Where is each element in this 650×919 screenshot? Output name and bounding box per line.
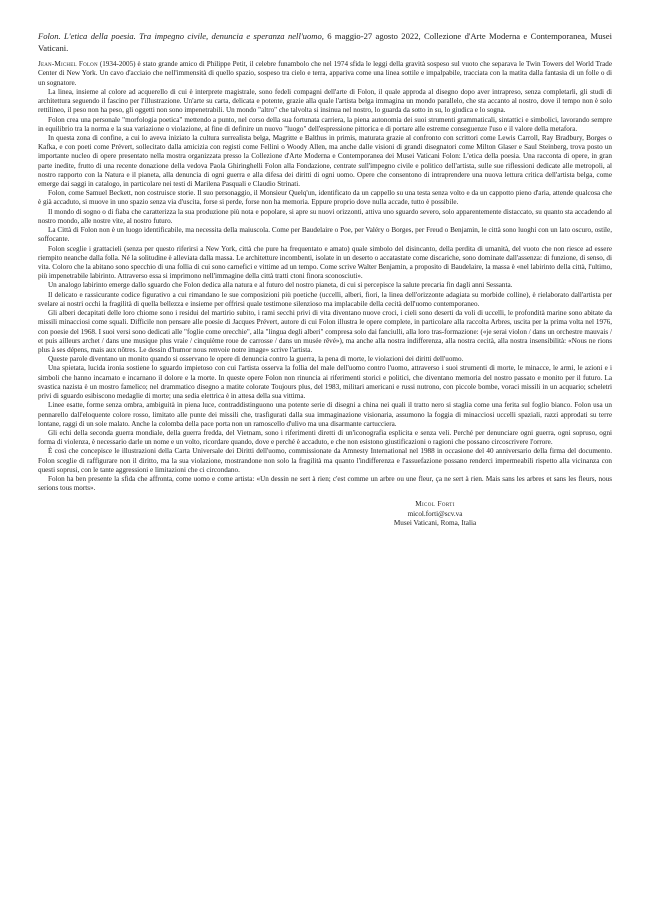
paragraph: Il mondo di sogno o di fiaba che caratterizza la sua produzione più nota e popolare, si apre su nuovi orizzonti, attiva uno sguardo severo, solo apparentemente distaccato, su quanto sta accadendo al nostro mondo, alle nostre vite, al nostro futuro. bbox=[38, 207, 612, 225]
paragraph: Folon ha ben presente la sfida che affronta, come uomo e come artista: «Un dessin ne sert à rien; c'est comme un arbre ou une fleur, ça ne sert à rien. Mais sans les arbres et sans les fleurs, nous serions tous morts». bbox=[38, 475, 612, 493]
paragraph: Folon sceglie i grattacieli (senza per questo riferirsi a New York, città che pure ha frequentato e amato) quale simbolo del disincanto, della perdita di umanità, del vuoto che non riesce ad essere riempito neanche dalla folla. Né la solitudine è alleviata dalla massa. Le architetture incombenti, isolate in un deserto o accatastate come discariche, sono dominate dall'assenza: di funzione, di senso, di vita. Coloro che la abitano sono specchio di una follia di cui sono carnefici e vittime ad un tempo. Come scrive Walter Benjamin, a proposito di Baudelaire, la massa è «nel labirinto della città, l'ultimo, più impenetrabile labirinto. Attraverso essa si imprimono nell'immagine della città tratti ctoni finora sconosciuti». bbox=[38, 244, 612, 281]
paragraph: È così che concepisce le illustrazioni della Carta Universale dei Diritti dell'uomo, commissionate da Amnesty International nel 1988 in occasione del 40 anniversario della firma del documento. Folon sceglie di raffigurare non il diritto, ma la sua violazione, mostrandone non solo la fragilità ma quanto l'indifferenza e l'assuefazione possano renderci impermeabili rispetto alla vicinanza con questi soprusi, con le tante aggressioni e limitazioni che ci circondano. bbox=[38, 447, 612, 474]
signature-block bbox=[258, 500, 612, 528]
paragraph: In questa zona di confine, a cui lo aveva iniziato la cultura surrealista belga, Magritte e Balthus in primis, maturata grazie al confronto con scrittori come Lewis Carroll, Ray Bradbury, Borges o Kafka, e con poeti come Prévert, sollecitato dalla amicizia con registi come Fellini o Woody Allen, ma anche dalle visioni di grandi disegnatori come Milton Glaser e Saul Steinberg, trova posto un importante nucleo di opere presentato nella mostra organizzata presso la Collezione d'Arte Moderna e Contemporanea dei Musei Vaticani Folon: L'etica della poesia. Una racconta di opere, in gran parte inedite, frutto di una recente donazione della vedova Paola Ghiringhelli Folon alla Fondazione, centrate sull'impegno civile e politico dell'artista, sulle sue riflessioni dedicate alle metropoli, al nostro rapporto con la Natura e il pianeta, alla denuncia di ogni guerra e alla difesa dei diritti di ogni uomo. Opere che consentono di intraprendere una nuova lettura critica dell'artista belga, come emerge dai saggi in catalogo, in particolare nei testi di Marilena Pasquali e Claudio Strinati. bbox=[38, 133, 612, 189]
paragraph: Un analogo labirinto emerge dallo sguardo che Folon dedica alla natura e al futuro del nostro pianeta, di cui si percepisce la salute precaria fin dagli anni Sessanta. bbox=[48, 281, 513, 290]
article-body bbox=[38, 60, 612, 493]
heading-title-rest: 6 maggio-27 agosto 2022, Collezione d'Arte Moderna e Contemporanea, Musei Vaticani. bbox=[38, 31, 612, 53]
paragraph: La linea, insieme al colore ad acquerello di cui è interprete magistrale, sono fedeli compagni dell'arte di Folon, il quale approda al disegno dopo aver intrapreso, senza completarli, gli studi di architettura seguendo il fascino per l'illustrazione. Un'arte su carta, delicata e potente, grazie alla quale l'artista belga immagina un mondo parallelo, che sta accanto al nostro, dove il tempo non è solo rettilineo, il peso non ha peso, gli oggetti non sono impenetrabili. Un mondo "altro" che talvolta si insinua nel nostro, lo guarda da sotto in su, lo giudica e lo sogna. bbox=[38, 87, 612, 115]
paragraph bbox=[38, 60, 612, 88]
paragraph: Gli alberi decapitati delle loro chiome sono i residui del martirio subito, i rami secchi privi di vita diventano nuove croci, i cieli sono deserti da voli di uccelli, le profondità marine sono abitate da missili minacciosi come squali. Difficile non pensare alle poesie di Jacques Prévert, autore di cui Folon illustra le opere complete, in particolare alla raccolta Arbres, uscita per la prima volta nel 1976, con poesie del 1968. I suoi versi sono dedicati alle "foglie come orecchie", alla "lingua degli alberi" compresa solo dai fanciulli, alla loro tras-formazione: («je serai violon / dans un orchestre mauvais / et puis ailleurs archet / dans une musique plus vraie / cinquième roue de carrosse / dans un musée rêvé»), ma anche alla nostra indifferenza, alla nostra cecità, alla nostra insensibilità: «Nous ne rions plus à ses dépens, mais aux nôtres. Le dessin d'humor nous renvoie notre image» scrive l'artista. bbox=[38, 309, 612, 354]
paragraph: Folon, come Samuel Beckett, non costruisce storie. Il suo personaggio, il Monsieur Quelq'un, identificato da un cappello su una testa senza volto e da un cappotto pieno d'aria, attende qualcosa che è già accaduto, si muove in uno spazio senza via d'uscita, forse si perde, forse non ha memoria. Eppure proprio dove nulla accade, tutto è possibile. bbox=[38, 189, 612, 207]
signature-email[interactable]: micol.forti@scv.va bbox=[407, 509, 463, 518]
paragraph: Il delicato e rassicurante codice figurativo a cui rimandano le sue composizioni più poetiche (uccelli, alberi, fiori, la linea dell'orizzonte adagiata su morbide colline), è rielaborato dall'artista per svelare ai nostri occhi la fragilità di quella bellezza e insieme per offrirsi quale testimone silenzioso ma implacabile della cecità dell'uomo contemporaneo. bbox=[38, 290, 612, 308]
paragraph: Folon crea una personale "morfologia poetica" mettendo a punto, nel corso della sua fortunata carriera, la piena autonomia dei suoi strumenti grammaticali, sintattici e simbolici, lavorando sempre in equilibrio tra la norma e la sua variazione o violazione, al fine di definire un nuovo "luogo" dell'espressione pittorica e di portare alle estreme conseguenze l'uso e il valore della metafora. bbox=[38, 115, 612, 133]
paragraph-text: (1934-2005) è stato grande amico di Philippe Petit, il celebre funambolo che nel 1974 sfida le leggi della gravità sospeso sul vuoto che separava le Twin Towers del World Trade Center di New York. Un cavo d'acciaio che nell'immensità di quello spazio, sospeso tra cielo e terra, appariva come una linea sottile e impalpabile, tracciata con la matita dalla fantasia di un folle o di un sognatore. bbox=[38, 60, 613, 87]
paragraph: Gli echi della seconda guerra mondiale, della guerra fredda, del Vietnam, sono i riferimenti diretti di un'iconografia esplicita e senza veli. Perché per denunciare ogni guerra, ogni sopruso, ogni forma di violenza, è necessario darle un nome e un volto, ricordare quando, dove e perché è accaduto, e che non esistono giustificazioni o ragioni che possano circoscrivere l'orrore. bbox=[38, 428, 612, 447]
heading-title-italic: Folon. L'etica della poesia. Tra impegno civile, denuncia e speranza nell'uomo, bbox=[38, 31, 324, 41]
document-heading bbox=[38, 31, 612, 54]
signature-name: Micol Forti bbox=[415, 500, 455, 509]
signature-affiliation: Musei Vaticani, Roma, Italia bbox=[393, 519, 477, 528]
author-name-lead: Jean-Michel Folon bbox=[38, 60, 98, 69]
paragraph: Linee esatte, forme senza ombra, ambiguità in piena luce, contraddistinguono una potente serie di disegni a china nei quali il tratto nero si staglia come una ferita sul foglio bianco. Folon usa un pennarello dall'eloquente colore rosso, limitato alle punte dei missili che, trasfigurati dalla sua immaginazione visionaria, assumono la foggia di minacciosi uccelli spaziali, razzi approdati su terre lontane, raggi di un sole malato. Anche la colomba della pace porta non un ramoscello d'ulivo ma una disarmante cartucciera. bbox=[38, 401, 612, 428]
paragraph: La Città di Folon non è un luogo identificabile, ma necessita della maiuscola. Come per Baudelaire o Poe, per Valéry o Borges, per Freud o Benjamin, le città sono luoghi con un lato oscuro, ostile, soffocante. bbox=[38, 226, 612, 244]
paragraph: Queste parole diventano un monito quando si osservano le opere di denuncia contro la guerra, la pena di morte, le violazioni dei diritti dell'uomo. bbox=[48, 355, 464, 364]
paragraph: Una spietata, lucida ironia sostiene lo sguardo impietoso con cui l'artista osserva la follia del male dell'uomo contro l'uomo, attraverso i suoi strumenti di morte, le minacce, le armi, le azioni e i simboli che hanno incarnato e incarnano il dolore e la morte. In queste opere Folon non rinuncia ai riferimenti storici e politici, che diventano memoria del nostro passato e monito per il futuro. La svastica nazista è un mostro famelico; nel drammatico disegno a matite colorate Toujours plus, del 1983, militari americani e russi nutrono, con piccole bombe, voraci missili in un acquario; scheletri privi di sguardo esibiscono medaglie di morte; una sedia elettrica è in attesa della sua vittima. bbox=[38, 364, 612, 401]
